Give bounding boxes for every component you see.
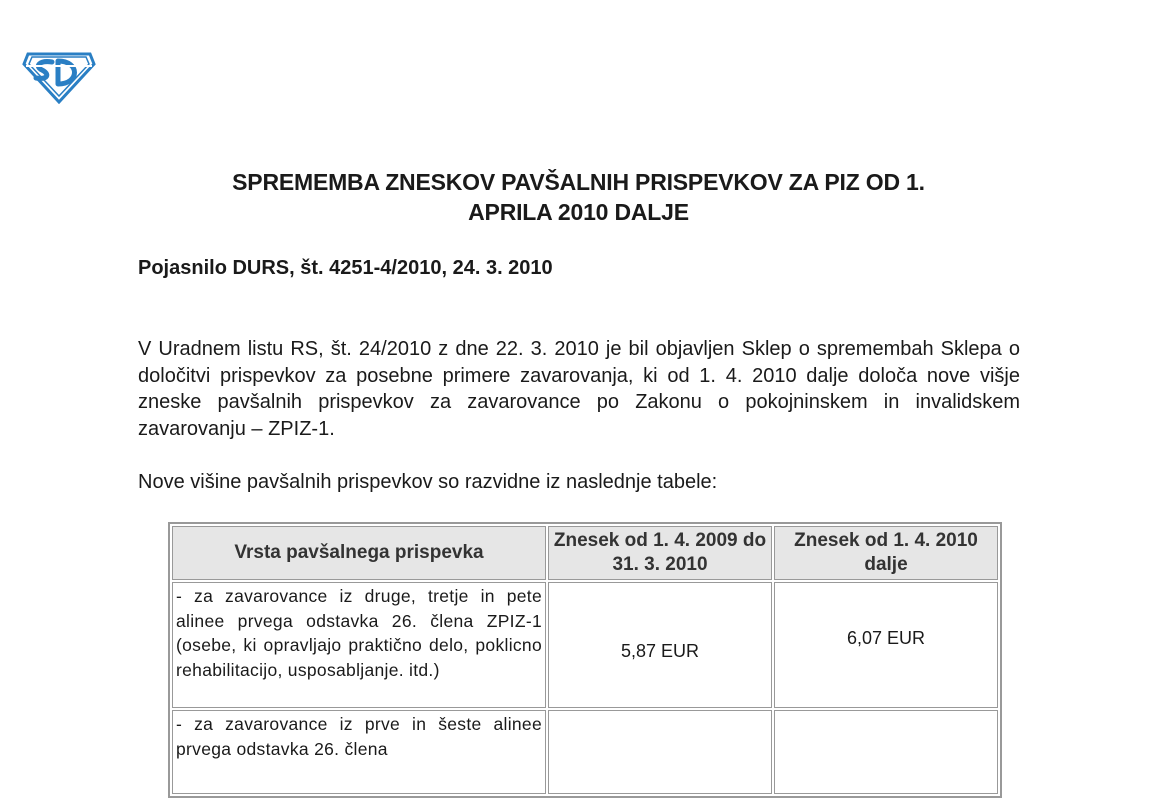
row-amount-new: 6,07 EUR <box>774 582 998 708</box>
table-row <box>172 710 998 794</box>
company-logo <box>22 50 96 104</box>
document-title-line-2: APRILA 2010 DALJE <box>468 199 689 225</box>
sd-diamond-logo-icon <box>22 50 96 104</box>
table-header-row <box>172 526 998 580</box>
header-contribution-type: Vrsta pavšalnega prispevka <box>172 526 546 580</box>
document-subtitle: Pojasnilo DURS, št. 4251-4/2010, 24. 3. 2010 <box>138 257 553 279</box>
row-description: - za zavarovance iz druge, tretje in pete alinee prvega odstavka 26. člena ZPIZ-1 (osebe, ki opravljajo praktično delo, poklicno rehabilitacijo, usposabljanje. itd.) <box>172 582 546 708</box>
table-row <box>172 582 998 708</box>
row-amount-old <box>548 710 772 794</box>
table-intro-paragraph: Nove višine pavšalnih prispevkov so razvidne iz naslednje tabele: <box>138 471 718 493</box>
row-amount-old: 5,87 EUR <box>548 582 772 708</box>
contribution-table-wrapper <box>168 522 1002 798</box>
row-amount-new <box>774 710 998 794</box>
contribution-table <box>168 522 1002 798</box>
row-description: - za zavarovance iz prve in šeste alinee prvega odstavka 26. člena <box>172 710 546 794</box>
header-amount-old: Znesek od 1. 4. 2009 do 31. 3. 2010 <box>548 526 772 580</box>
document-title <box>120 167 1037 227</box>
intro-paragraph: V Uradnem listu RS, št. 24/2010 z dne 22. 3. 2010 je bil objavljen Sklep o spremembah Sklepa o določitvi prispevkov za posebne primere zavarovanja, ki od 1. 4. 2010 dalje določa nove višje zneske pavšalnih prispevkov za zavarovance po Zakonu o pokojninskem in invalidskem zavarovanju – ZPIZ-1. <box>138 338 1020 440</box>
header-amount-new: Znesek od 1. 4. 2010 dalje <box>774 526 998 580</box>
document-title-line-1: SPREMEMBA ZNESKOV PAVŠALNIH PRISPEVKOV ZA PIZ OD 1. <box>232 169 925 195</box>
